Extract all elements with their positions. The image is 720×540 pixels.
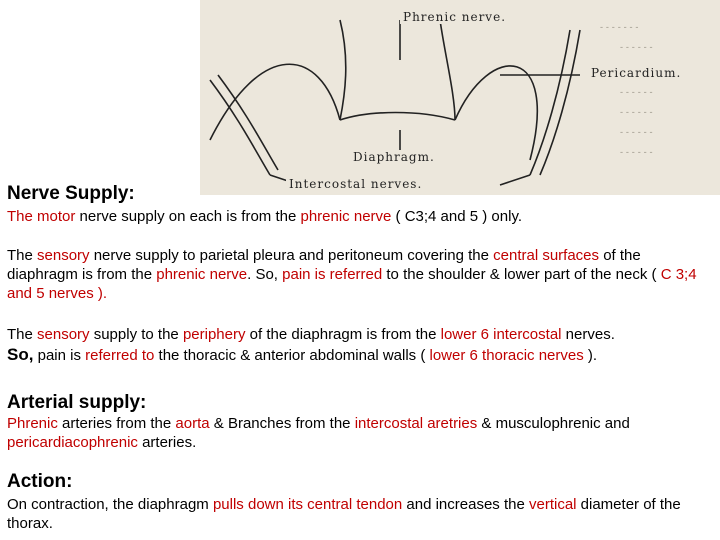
label-pericardium: Pericardium.: [588, 66, 684, 80]
arterial-supply-heading: Arterial supply:: [7, 392, 147, 413]
arterial-supply-p1: [7, 414, 713, 452]
text-span: . So,: [247, 266, 283, 283]
text-span: pulls down its central tendon: [212, 496, 403, 513]
svg-text:- - - - - - -: - - - - - - -: [600, 23, 639, 33]
text-span: diameter of the thorax.: [7, 496, 681, 532]
text-span: lower 6 thoracic nerves: [429, 347, 584, 364]
text-span: of the diaphragm is from the: [7, 247, 641, 283]
text-span: ( C3;4 and 5 ) only.: [391, 208, 522, 225]
text-span: nerves.: [561, 326, 615, 343]
action-heading: Action:: [7, 471, 73, 492]
text-span: periphery: [182, 326, 246, 343]
text-span: sensory: [37, 326, 90, 343]
label-diaphragm: Diaphragm.: [350, 150, 438, 164]
text-span: On contraction, the diaphragm: [7, 496, 213, 513]
action-p1: [7, 495, 713, 533]
text-span: supply to the: [89, 326, 183, 343]
text-span: sensory: [37, 247, 90, 264]
text-span: The: [7, 326, 38, 343]
text-span: & Branches from the: [209, 415, 355, 432]
svg-text:- - - - - -: - - - - - -: [620, 108, 653, 118]
text-span: to the shoulder & lower part of the neck (: [382, 266, 661, 283]
text-span: nerve supply to parietal pleura and peritoneum covering the: [89, 247, 494, 264]
text-span: The motor: [7, 208, 76, 225]
text-span: aorta: [175, 415, 210, 432]
text-span: intercostal aretries: [354, 415, 478, 432]
text-span: vertical: [528, 496, 577, 513]
nerve-supply-p2: [7, 246, 713, 303]
text-span: ).: [583, 347, 598, 364]
text-span: central surfaces: [493, 247, 600, 264]
diaphragm-figure: [200, 0, 720, 195]
diaphragm-drawing: [200, 0, 720, 195]
text-span: referred to: [85, 347, 155, 364]
label-phrenic-nerve: Phrenic nerve.: [400, 10, 509, 24]
text-span: arteries.: [137, 434, 197, 451]
svg-text:- - - - - -: - - - - - -: [620, 43, 653, 53]
text-span: nerve supply on each is from the: [75, 208, 301, 225]
text-span: The: [7, 247, 38, 264]
svg-text:- - - - - -: - - - - - -: [620, 148, 653, 158]
text-span: pericardiacophrenic: [7, 434, 138, 451]
nerve-supply-p3: [7, 325, 713, 344]
text-span: pain is: [33, 347, 86, 364]
text-span: & musculophrenic and: [477, 415, 630, 432]
nerve-supply-p1: [7, 207, 713, 226]
text-span: phrenic nerve: [156, 266, 248, 283]
svg-text:- - - - - -: - - - - - -: [620, 128, 653, 138]
text-span: pain is referred: [282, 266, 383, 283]
text-span: arteries from the: [57, 415, 176, 432]
nerve-supply-p4: [7, 345, 713, 365]
svg-text:- - - - - -: - - - - - -: [620, 88, 653, 98]
text-span: Phrenic: [7, 415, 58, 432]
nerve-supply-heading: Nerve Supply:: [7, 183, 135, 204]
text-span: the thoracic & anterior abdominal walls (: [154, 347, 430, 364]
text-span: C 3;4 and 5 nerves ).: [7, 266, 697, 302]
text-span: of the diaphragm is from the: [245, 326, 441, 343]
text-span: phrenic nerve: [300, 208, 392, 225]
text-span: and increases the: [402, 496, 529, 513]
text-span: So,: [7, 345, 34, 364]
text-span: lower 6 intercostal: [440, 326, 562, 343]
label-intercostal-nerves: Intercostal nerves.: [286, 177, 425, 191]
